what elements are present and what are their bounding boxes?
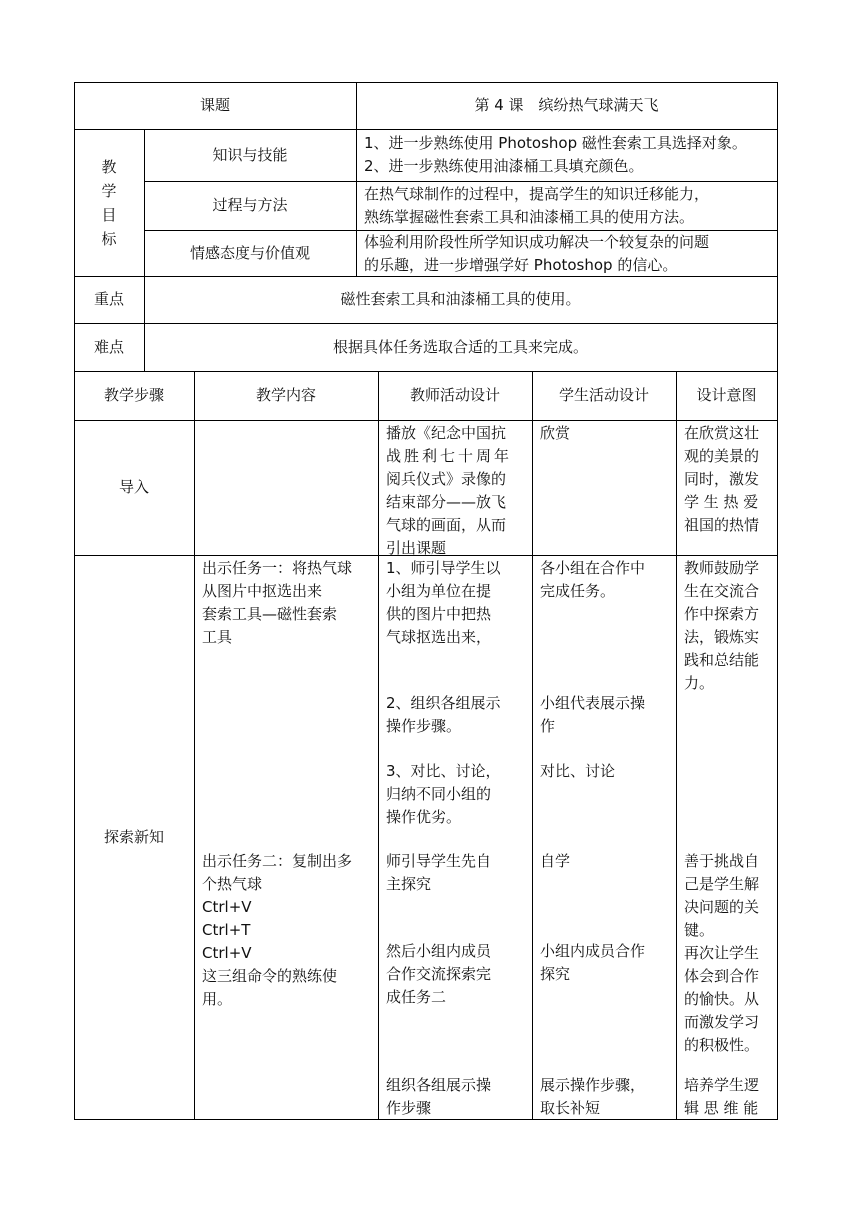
text-line: 战胜利七十周年	[386, 447, 513, 465]
objective-line: 1、进一步熟练使用 Photoshop 磁性套索工具选择对象。	[364, 134, 747, 152]
text-line: 各小组在合作中	[540, 559, 646, 577]
text-line: 作	[540, 717, 556, 735]
text-line: 展示操作步骤，	[540, 1076, 646, 1094]
column-header-teacher: 教师活动设计	[409, 386, 500, 404]
explore-teacher-1	[386, 557, 528, 649]
text-line: 出示任务一：将热气球	[202, 559, 353, 577]
objectives-label-char: 标	[101, 230, 117, 248]
text-line: 用。	[202, 990, 233, 1008]
column-header-student: 学生活动设计	[558, 386, 649, 404]
objective-line: 体验利用阶段性所学知识成功解决一个较复杂的问题	[364, 233, 710, 251]
text-line: 供的图片中把热	[386, 605, 492, 623]
objective-content	[364, 231, 776, 277]
explore-content-task2	[202, 850, 374, 1011]
text-line: 然后小组内成员	[386, 942, 492, 960]
explore-step-label: 探索新知	[103, 827, 164, 846]
text-line: 操作优劣。	[386, 808, 462, 826]
text-line: 成任务二	[386, 988, 447, 1006]
explore-teacher-4	[386, 850, 528, 896]
text-line: 欣赏	[540, 424, 571, 442]
text-line: 小组为单位在提	[386, 582, 492, 600]
text-line: 自学	[540, 852, 571, 870]
text-line: 同时，激发	[684, 470, 760, 488]
text-line: 的愉快。从	[684, 990, 760, 1008]
text-line: 阅兵仪式》录像的	[386, 470, 507, 488]
text-line: 合作交流探索完	[386, 965, 492, 983]
text-line: 作中探索方	[684, 605, 760, 623]
explore-student-6	[540, 1074, 674, 1120]
intro-intent	[684, 422, 776, 537]
text-line: 出示任务二：复制出多	[202, 852, 353, 870]
text-line: 师引导学生先自	[386, 852, 492, 870]
text-line: Ctrl+V	[202, 898, 252, 916]
text-line: 体会到合作	[684, 967, 760, 985]
text-line: 这三组命令的熟练使	[202, 967, 338, 985]
text-line: 气球的画面，从而	[386, 516, 507, 534]
text-line: 践和总结能	[684, 651, 760, 669]
text-line: 完成任务。	[540, 582, 616, 600]
text-line: 教师鼓励学	[684, 559, 760, 577]
column-header-intent: 设计意图	[696, 386, 757, 404]
table-rule	[532, 371, 533, 1120]
objectives-label-char: 学	[101, 182, 117, 200]
text-line: 主探究	[386, 875, 432, 893]
explore-intent-3	[684, 1074, 776, 1120]
text-line: 键。	[684, 921, 715, 939]
explore-student-4	[540, 850, 674, 873]
text-line: 力。	[684, 674, 715, 692]
explore-teacher-6	[386, 1074, 528, 1120]
explore-intent-2	[684, 850, 776, 1057]
topic-label: 课题	[199, 96, 230, 114]
objective-name: 情感态度与价值观	[189, 243, 310, 262]
objective-name: 知识与技能	[212, 145, 288, 164]
text-line: 小组内成员合作	[540, 942, 646, 960]
table-border-right	[777, 82, 778, 1120]
text-line: 祖国的热情	[684, 516, 760, 534]
text-line: 播放《纪念中国抗	[386, 424, 507, 442]
text-line: 组织各组展示操	[386, 1076, 492, 1094]
objective-line: 在热气球制作的过程中，提高学生的知识迁移能力，	[364, 185, 710, 203]
text-line: 气球抠选出来，	[386, 628, 492, 646]
text-line: 决问题的关	[684, 898, 760, 916]
explore-teacher-3	[386, 760, 528, 829]
text-line: 而激发学习	[684, 1013, 760, 1031]
text-line: 从图片中抠选出来	[202, 582, 323, 600]
text-line: 作步骤	[386, 1099, 432, 1117]
text-line: 培养学生逻	[684, 1076, 760, 1094]
text-line: 的积极性。	[684, 1036, 760, 1054]
text-line: 对比、讨论	[540, 762, 616, 780]
text-line: 操作步骤。	[386, 717, 462, 735]
table-rule	[676, 371, 677, 1120]
text-line: 个热气球	[202, 875, 263, 893]
text-line: 再次让学生	[684, 944, 760, 962]
objective-line: 2、进一步熟练使用油漆桶工具填充颜色。	[364, 157, 644, 175]
text-line: 小组代表展示操	[540, 694, 646, 712]
text-line: 学 生 热 爱	[684, 493, 759, 511]
objective-line: 熟练掌握磁性套索工具和油漆桶工具的使用方法。	[364, 208, 695, 226]
text-line: 法，锻炼实	[684, 628, 760, 646]
explore-content-task1	[202, 557, 374, 649]
explore-student-3	[540, 760, 674, 783]
text-line: 结束部分——放飞	[386, 493, 507, 511]
text-line: 探究	[540, 965, 571, 983]
table-rule	[194, 371, 195, 1120]
explore-student-1	[540, 557, 674, 603]
explore-teacher-5	[386, 940, 528, 1009]
text-line: 取长补短	[540, 1099, 601, 1117]
key-point-label: 重点	[93, 290, 124, 308]
intro-step-label: 导入	[118, 478, 149, 496]
text-line: 归纳不同小组的	[386, 785, 492, 803]
text-line: 3、对比、讨论，	[386, 762, 501, 780]
objective-line: 的乐趣，进一步增强学好 Photoshop 的信心。	[364, 256, 678, 274]
text-line: 辑 思 维 能	[684, 1099, 759, 1117]
text-line: 己是学生解	[684, 875, 760, 893]
text-line: Ctrl+T	[202, 921, 251, 939]
intro-student	[540, 422, 670, 445]
text-line: 在欣赏这壮	[684, 424, 760, 442]
intro-teacher	[386, 422, 526, 560]
objective-content	[364, 183, 776, 229]
text-line: 2、组织各组展示	[386, 694, 501, 712]
explore-student-5	[540, 940, 674, 986]
column-header-step: 教学步骤	[103, 386, 164, 404]
explore-intent-1	[684, 557, 776, 695]
text-line: 观的美景的	[684, 447, 760, 465]
table-rule	[378, 371, 379, 1120]
text-line: 引出课题	[386, 539, 447, 557]
objective-content	[364, 132, 776, 178]
objectives-label-char: 教	[101, 158, 117, 176]
topic-value: 第 4 课 缤纷热气球满天飞	[474, 96, 659, 114]
text-line: 善于挑战自	[684, 852, 760, 870]
objectives-label	[74, 129, 144, 276]
text-line: 套索工具—磁性套索	[202, 605, 338, 623]
objective-name: 过程与方法	[212, 196, 288, 214]
difficulty-label: 难点	[93, 337, 124, 356]
text-line: 1、师引导学生以	[386, 559, 501, 577]
explore-teacher-2	[386, 692, 528, 738]
text-line: 生在交流合	[684, 582, 760, 600]
text-line: 工具	[202, 628, 233, 646]
key-point-value: 磁性套索工具和油漆桶工具的使用。	[340, 290, 581, 308]
difficulty-value: 根据具体任务选取合适的工具来完成。	[332, 337, 588, 356]
explore-student-2	[540, 692, 674, 738]
column-header-content: 教学内容	[255, 386, 316, 404]
text-line: Ctrl+V	[202, 944, 252, 962]
objectives-label-char: 目	[101, 206, 117, 224]
